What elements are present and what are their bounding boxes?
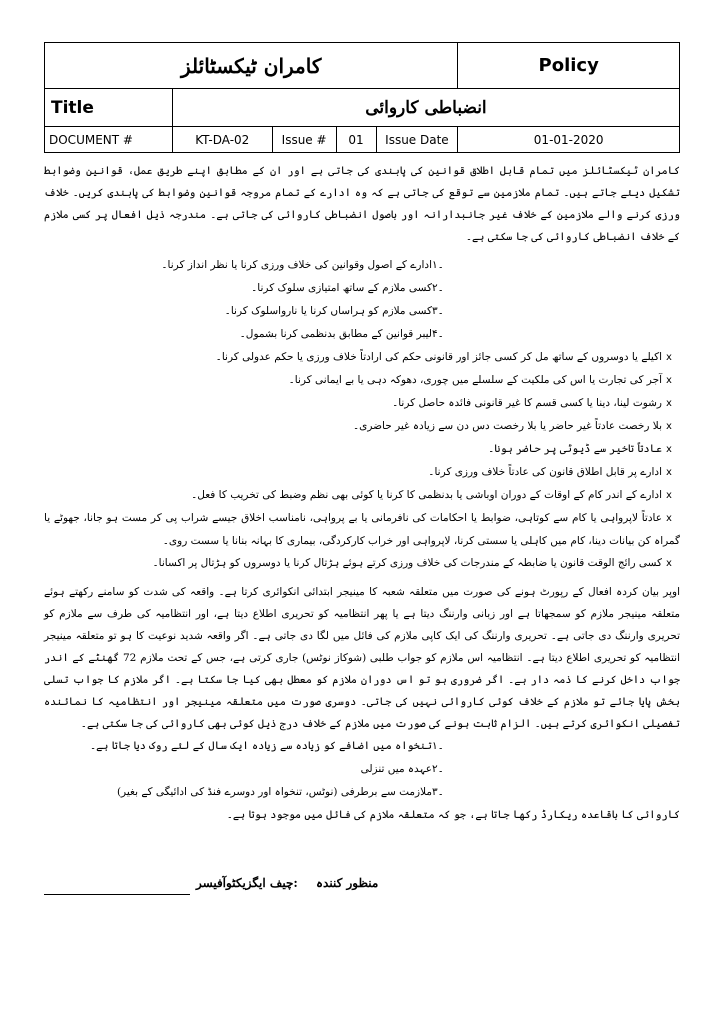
offense-item: [44, 507, 680, 552]
penalty-item-marker: ۳۔: [432, 786, 444, 798]
offense-item-text: آجر کی تجارت یا اس کی ملکیت کے سلسلے میں چوری، دھوکہ دہی یا بے ایمانی کرنا۔: [288, 374, 662, 386]
offense-item: [44, 484, 680, 507]
offense-item-text: رشوت لینا، دینا یا کسی قسم کا غیر قانونی فائدہ حاصل کرنا۔: [392, 397, 662, 409]
offense-item-text: کسی رائج الوقت قانون یا ضابطہ کے مندرجات کی خلاف ورزی کرتے ہوئے ہڑتال کرنا یا دوسروں کو ہڑتال پر اکسانا۔: [152, 557, 662, 569]
document-number-value: KT-DA-02: [172, 127, 272, 153]
rule-item-text: لیبر قوانین کے مطابق بدنظمی کرنا بشمول۔: [239, 328, 432, 340]
penalty-item: [44, 781, 680, 804]
rule-item: [44, 277, 680, 300]
closing-paragraph: کاروائی کا باقاعدہ ریکارڈ رکھا جاتا ہے، جو کہ متعلقہ ملازم کی فائل میں موجود ہوتا ہے۔: [226, 809, 680, 821]
issue-number-value: 01: [336, 127, 376, 153]
rule-item-text: کسی ملازم کے ساتھ امتیازی سلوک کرنا۔: [251, 282, 432, 294]
offense-item: [44, 392, 680, 415]
signature-line: [44, 894, 190, 895]
offense-item-marker: x: [666, 352, 672, 363]
rule-item: [44, 254, 680, 277]
penalty-item-text: ملازمت سے برطرفی (نوٹس، تنخواہ اور دوسرے فنڈ کی ادائیگی کے بغیر): [116, 786, 432, 798]
penalty-item-marker: ۲۔: [432, 763, 444, 775]
offense-item-text: عادتاً لاپرواہی یا کام سے کوتاہی، ضوابط یا احکامات کی نافرمانی یا بے پرواہی، نامناسب اخلاق جیسے شراب پی کر مست ہو جانا، جھوٹے یا گمراہ کن بیانات دینا، کام میں کاہلی یا سستی کرنا، لاپرواہی اور خراب کارکردگی، بیماری کا بہانہ بنانا یا سست روی۔: [44, 512, 680, 547]
offense-item-marker: x: [666, 558, 672, 569]
offense-item: [44, 369, 680, 392]
title-label: Title: [45, 89, 173, 127]
header-row-title: [45, 89, 680, 127]
offense-item: [44, 415, 680, 438]
penalty-item-marker: ۱۔: [432, 740, 444, 752]
approver-label: منظور کنندہ: [316, 876, 379, 890]
offense-item-marker: x: [666, 421, 672, 432]
offense-item: [44, 461, 680, 484]
offense-item-marker: x: [666, 398, 672, 409]
penalty-item-text: تنخواہ میں اضافے کو زیادہ سے زیادہ ایک سال کے لئے روک دیا جاتا ہے۔: [89, 740, 432, 752]
intro-paragraph: کامران ٹیکسٹائلز میں تمام قابل اطلاق قوانین کی پابندی کی جاتی ہے اور ان کے مطابق اپنے طریق عمل، قوانین وضوابط تشکیل دیئے جاتے ہیں۔ تمام ملازمین سے توقع کی جاتی ہے کہ وہ ادارے کے تمام مروجہ قوانین وضوابط کی پابندی کریں۔ خلاف ورزی کرنے والے ملازمین کے خلاف غیر جانبدارانہ اور باصول انضباطی کاروائی کی جاتی ہے۔ مندرجہ ذیل افعال پر کسی ملازم کے خلاف انضباطی کاروائی کی جا سکتی ہے۔: [44, 165, 680, 243]
rule-item-text: کسی ملازم کو ہراساں کرنا یا نارواسلوک کرنا۔: [224, 305, 432, 317]
document-header-table: [44, 42, 680, 153]
issue-date-value: 01-01-2020: [458, 127, 680, 153]
offense-item-text: ادارے پر قابل اطلاق قانون کی عادتاً خلاف ورزی کرنا۔: [428, 466, 662, 478]
rule-list: [44, 254, 680, 346]
signature-block: [44, 872, 680, 902]
penalty-item: [44, 758, 680, 781]
offense-list: [44, 346, 680, 575]
header-row-meta: [45, 127, 680, 153]
offense-item: [44, 438, 680, 461]
penalty-list: [44, 735, 680, 804]
rule-item: [44, 300, 680, 323]
rule-item-marker: ۴۔: [432, 328, 444, 340]
document-title: انضباطی کاروائی: [172, 89, 679, 127]
offense-item-marker: x: [666, 467, 672, 478]
rule-item-text: ادارے کے اصول وقوانین کی خلاف ورزی کرنا یا نظر انداز کرنا۔: [161, 259, 432, 271]
offense-item: [44, 552, 680, 575]
issue-date-label: Issue Date: [376, 127, 458, 153]
company-name: کامران ٹیکسٹائلز: [45, 43, 458, 89]
offense-item-marker: x: [666, 444, 672, 455]
offense-item-marker: x: [666, 375, 672, 386]
procedure-paragraph: اوپر بیان کردہ افعال کے رپورٹ ہونے کی صورت میں متعلقہ شعبہ کا مینیجر ابتدائی انکوائری کرتا ہے۔ واقعہ کی شدت کو سامنے رکھتے ہوئے متعلقہ مینیجر ملازم کو سمجھاتا ہے اور زبانی وارننگ دیتا ہے یا پھر انتظامیہ کو تحریری اطلاع دیتا ہے، اور انتظامیہ کی طرف سے ملازم کو تحریری وارننگ دی جاتی ہے۔ تحریری وارننگ کی ایک کاپی ملازم کی فائل میں لگا دی جاتی ہے۔ اگر واقعہ شدید نوعیت کا ہو تو متعلقہ مینیجر انتظامیہ کو تحریری اطلاع دیتا ہے۔ انتظامیہ اس ملازم کو جواب طلبی (شوکاز نوٹس) جاری کرتی ہے، جس کے تحت ملازم 72 گھنٹے کے اندر جواب داخل کرنے کا ذمہ دار ہے۔ اگر ضروری ہو تو اس دوران ملازم کو معطل بھی کیا جا سکتا ہے۔ اگر ملازم کا جواب تسلی بخش پایا جائے تو ملازم کے خلاف کوئی کاروائی نہیں کی جاتی۔ دوسری صورت میں متعلقہ مینیجر اور انتظامیہ کا نمائندہ تفصیلی انکوائری کرتے ہیں۔ الزام ثابت ہونے کی صورت میں ملازم کے خلاف درج ذیل کوئی بھی کاروائی کی جا سکتی ہے۔: [44, 586, 680, 730]
offense-item-marker: x: [666, 513, 672, 524]
issue-number-label: Issue #: [272, 127, 336, 153]
document-number-label: DOCUMENT #: [45, 127, 173, 153]
policy-body: [44, 160, 680, 826]
rule-item-marker: ۳۔: [432, 305, 444, 317]
offense-item-text: بلا رخصت عادتاً غیر حاضر یا بلا رخصت دس دن سے زیادہ غیر حاضری۔: [352, 420, 662, 432]
offense-item-text: عادتاً تاخیر سے ڈیوٹی پر حاضر ہونا۔: [488, 443, 662, 455]
signatory-title: :چیف ایگزیکٹوآفیسر: [196, 876, 298, 890]
penalty-item: [44, 735, 680, 758]
policy-label: Policy: [458, 43, 680, 89]
rule-item-marker: ۲۔: [432, 282, 444, 294]
rule-item: [44, 323, 680, 346]
offense-item-text: ادارے کے اندر کام کے اوقات کے دوران اوباشی یا بدنظمی کا کرنا یا کوئی بھی نظم وضبط کی تخریب کا فعل۔: [191, 489, 662, 501]
penalty-item-text: عہدہ میں تنزلی: [360, 763, 432, 775]
rule-item-marker: ۱۔: [432, 259, 444, 271]
header-row-company: [45, 43, 680, 89]
offense-item: [44, 346, 680, 369]
offense-item-marker: x: [666, 490, 672, 501]
offense-item-text: اکیلے یا دوسروں کے ساتھ مل کر کسی جائز اور قانونی حکم کی ارادتاً خلاف ورزی یا حکم عدولی کرنا۔: [215, 351, 662, 363]
